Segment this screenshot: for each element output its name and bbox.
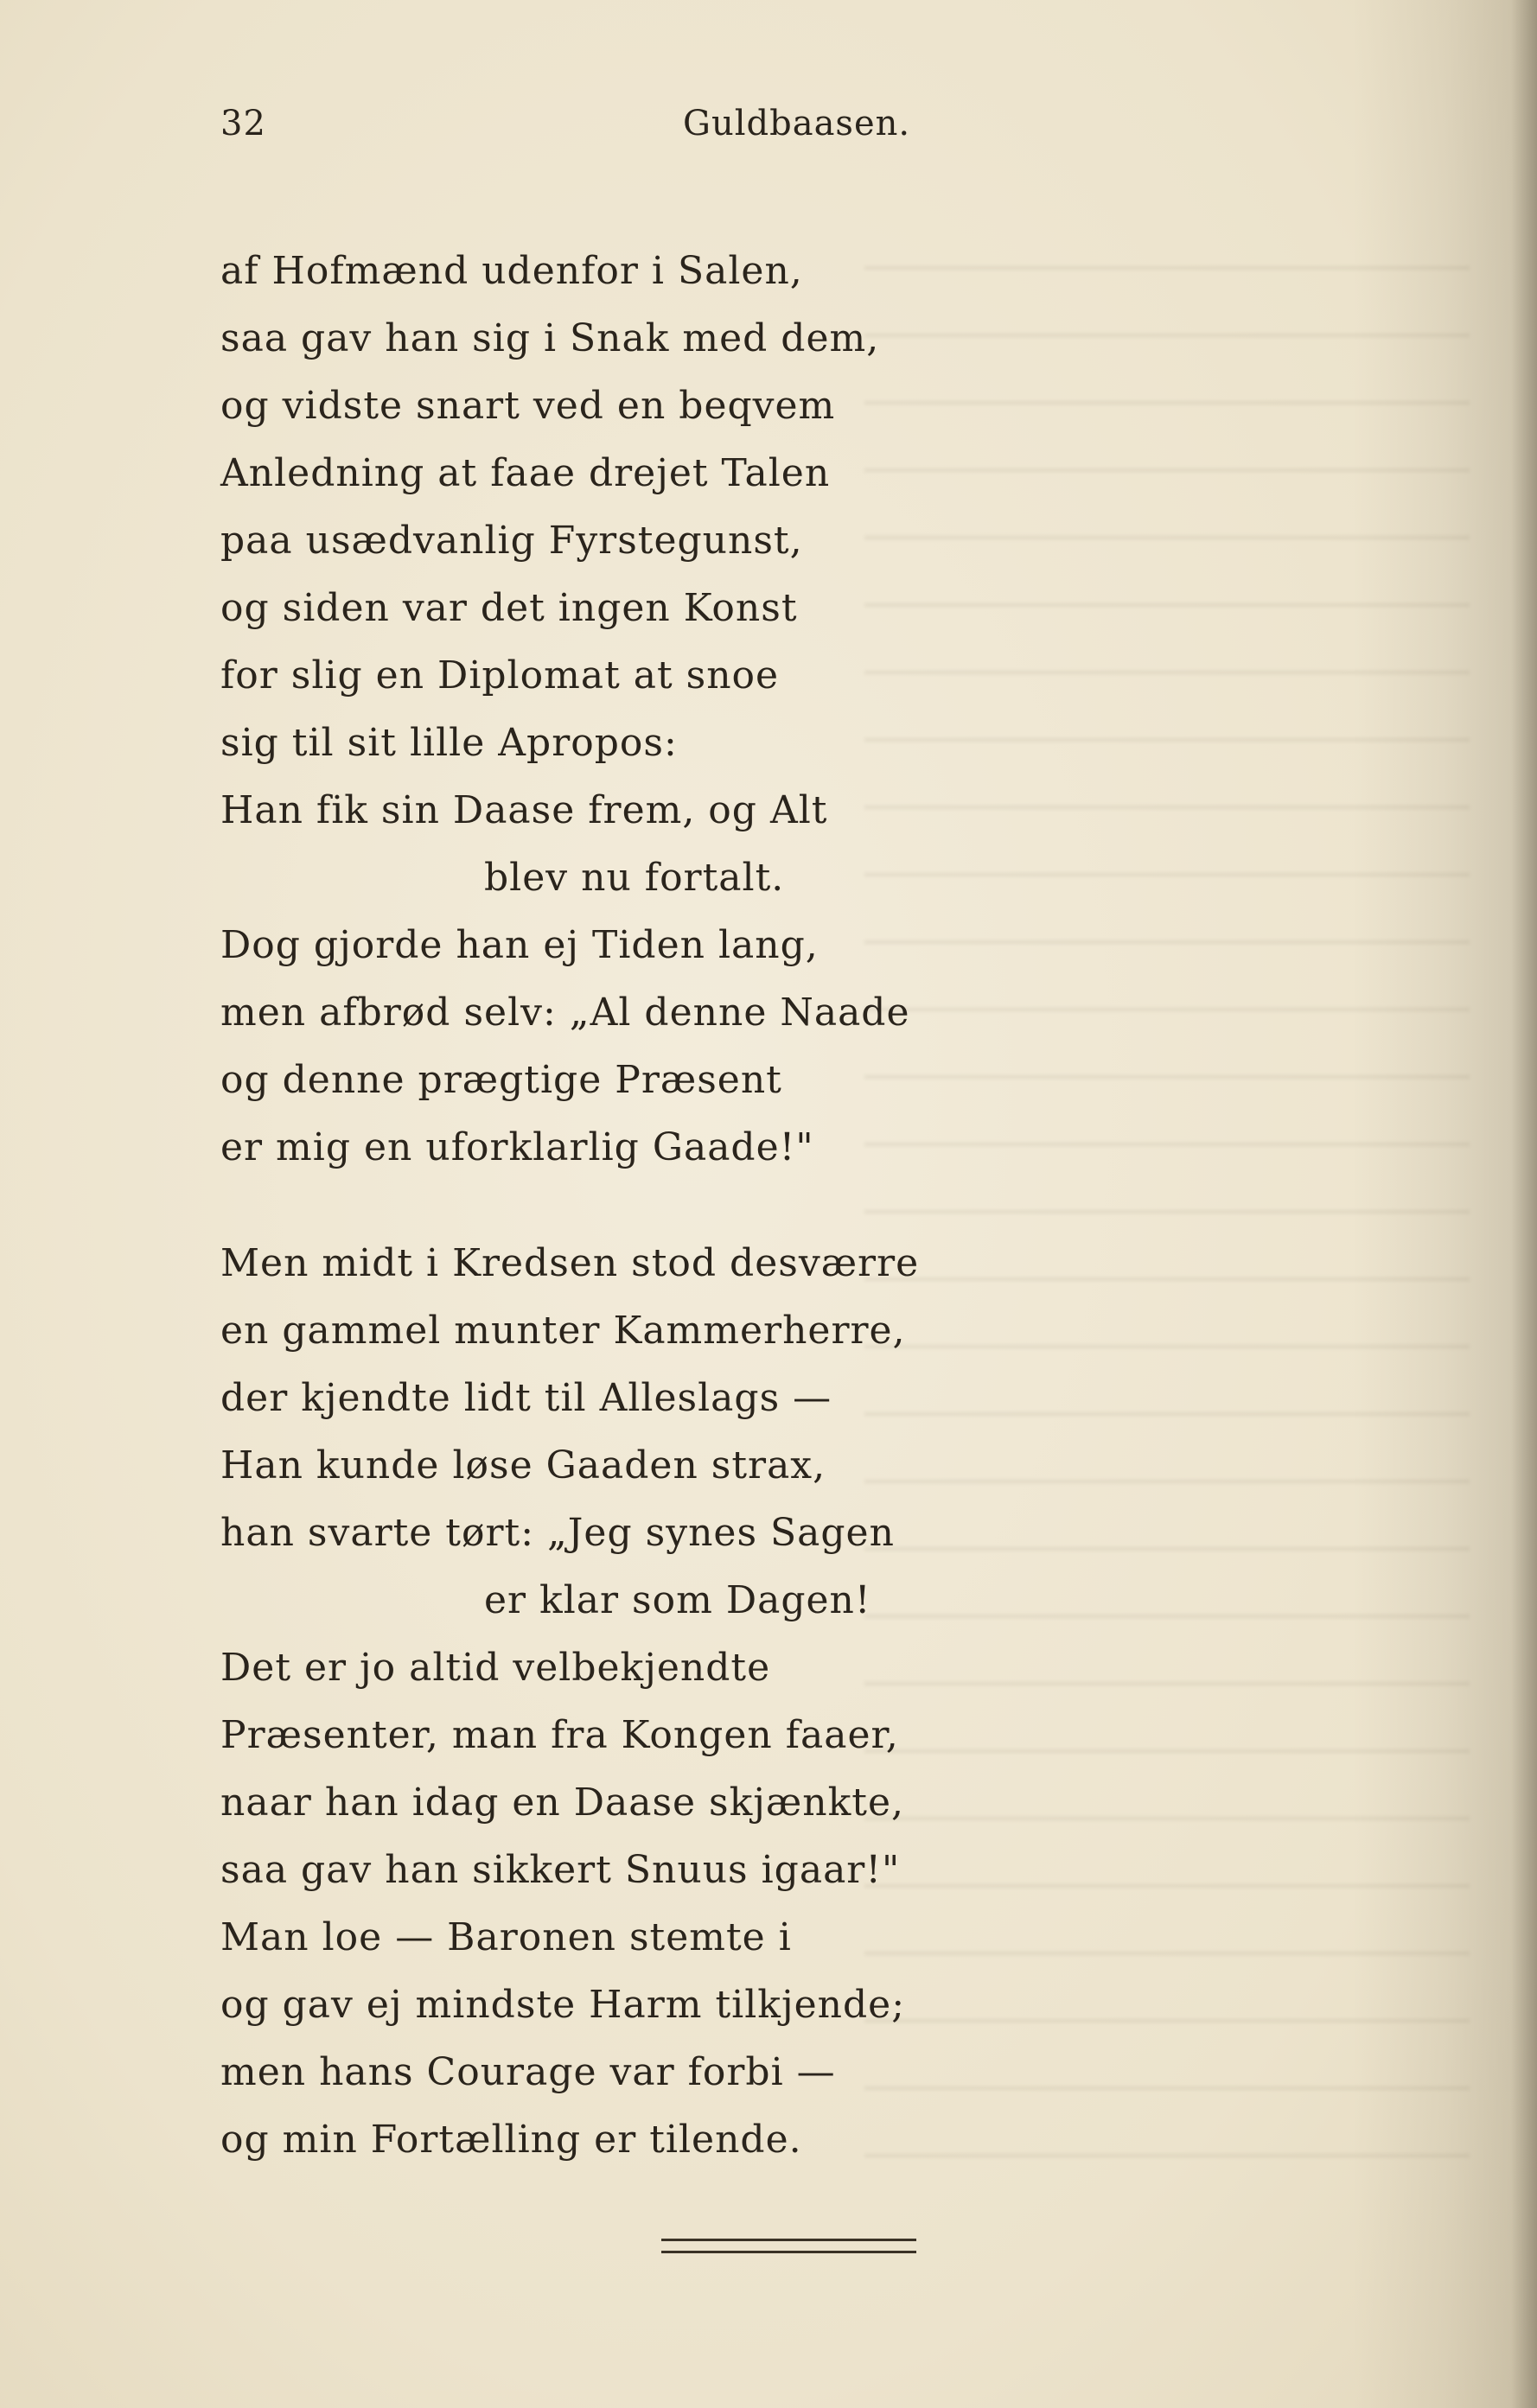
verse-line: og min Fortælling er tilende.: [220, 2118, 802, 2162]
page-edge-shadow: [1511, 0, 1537, 2408]
verse-line: og vidste snart ved en beqvem: [220, 384, 836, 428]
verse-line: naar han idag en Daase skjænkte,: [220, 1781, 904, 1825]
verse-line: saa gav han sikkert Snuus igaar!": [220, 1848, 901, 1892]
verse-line: Man loe — Baronen stemte i: [220, 1915, 792, 1959]
page-number: 32: [220, 104, 266, 143]
verse-line: han svarte tørt: „Jeg synes Sagen: [220, 1511, 895, 1555]
end-rule-bottom: [661, 2251, 916, 2253]
running-title: Guldbaasen.: [683, 104, 911, 143]
verse-line: blev nu fortalt.: [484, 856, 785, 900]
stanza-1: [220, 238, 998, 1182]
verse-line: og denne prægtige Præsent: [220, 1058, 782, 1102]
end-rule-top: [661, 2239, 916, 2241]
verse-line: Han fik sin Daase frem, og Alt: [220, 788, 828, 832]
verse-line: Anledning at faae drejet Talen: [220, 451, 831, 495]
stanza-gap: [220, 1182, 998, 1230]
verse-line: sig til sit lille Apropos:: [220, 721, 678, 765]
verse-line: og siden var det ingen Konst: [220, 586, 798, 630]
stanza-2: [220, 1230, 998, 2174]
verse-line: Det er jo altid velbekjendte: [220, 1646, 771, 1690]
verse-line: en gammel munter Kammerherre,: [220, 1309, 906, 1353]
verse-line: for slig en Diplomat at snoe: [220, 653, 780, 698]
verse-line: saa gav han sig i Snak med dem,: [220, 316, 880, 360]
verse-line: og gav ej mindste Harm tilkjende;: [220, 1983, 906, 2027]
verse-line: Præsenter, man fra Kongen faaer,: [220, 1713, 899, 1757]
verse-line: af Hofmænd udenfor i Salen,: [220, 249, 803, 293]
verse-line: Dog gjorde han ej Tiden lang,: [220, 923, 819, 967]
verse-line: Han kunde løse Gaaden strax,: [220, 1443, 826, 1487]
page-header: [220, 104, 912, 156]
verse-line: paa usædvanlig Fyrstegunst,: [220, 519, 803, 563]
verse-line: er klar som Dagen!: [484, 1578, 871, 1622]
verse-line: Men midt i Kredsen stod desværre: [220, 1241, 920, 1285]
verse-line: men afbrød selv: „Al denne Naade: [220, 991, 910, 1035]
verse-line: men hans Courage var forbi —: [220, 2050, 836, 2094]
verse-line: der kjendte lidt til Alleslags —: [220, 1376, 832, 1420]
verse-line: er mig en uforklarlig Gaade!": [220, 1125, 814, 1169]
poem-text: [220, 238, 998, 2174]
